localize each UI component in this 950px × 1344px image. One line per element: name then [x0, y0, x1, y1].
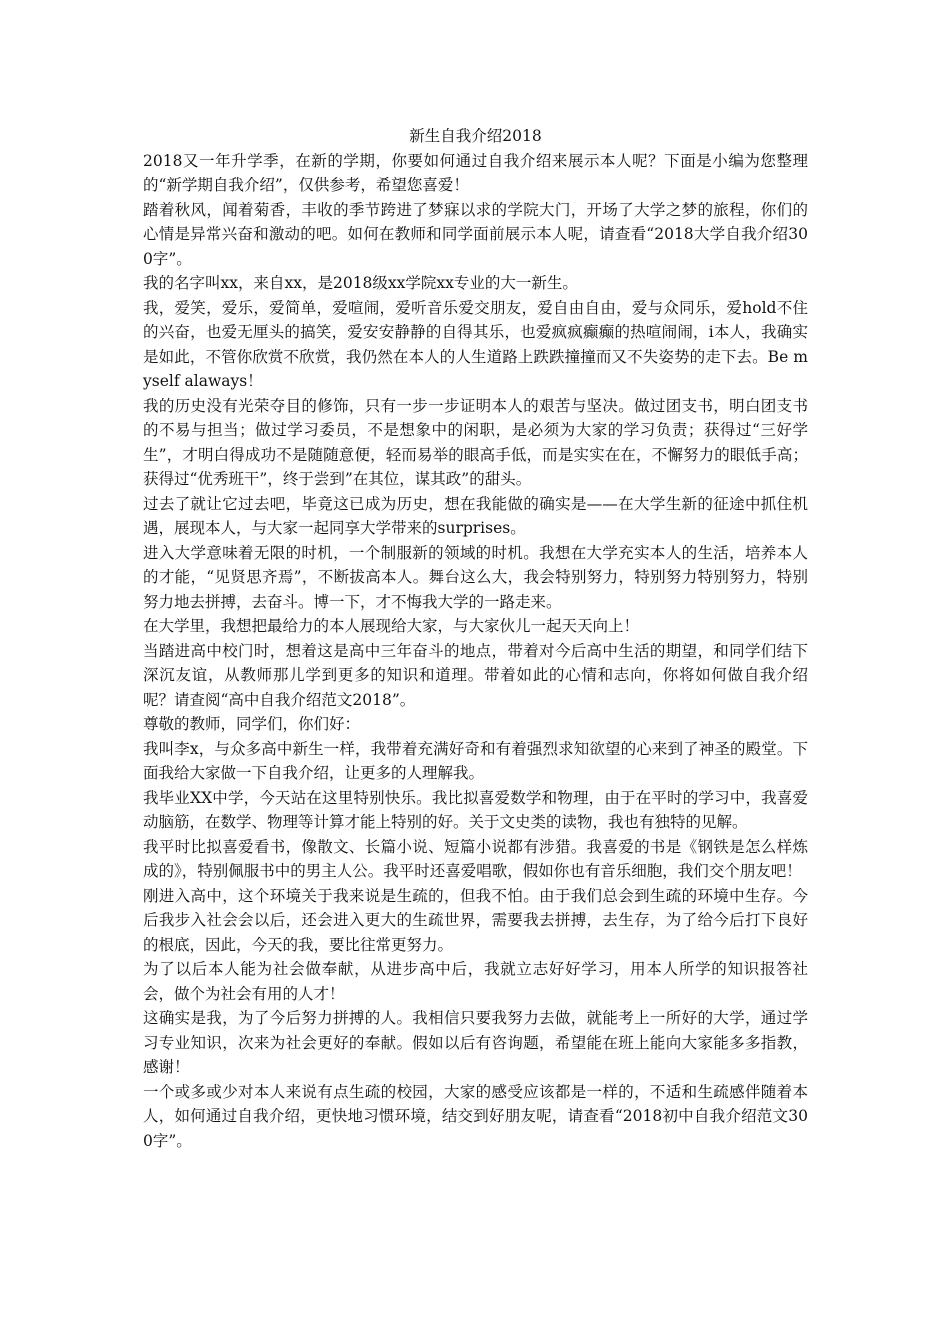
- paragraph: 刚进入高中，这个环境关于我来说是生疏的，但我不怕。由于我们总会到生疏的环境中生存。今后我步入社会会以后，还会进入更大的生疏世界，需要我去拼搏，去生存，为了给今后打下良好的根底，因此，今天的我，要比往常更努力。: [143, 886, 808, 954]
- paragraph: 过去了就让它过去吧，毕竟这已成为历史，想在我能做的确实是——在大学生新的征途中抓住机遇，展现本人，与大家一起同享大学带来的surprises。: [143, 494, 808, 537]
- paragraph: 踏着秋风，闻着菊香，丰收的季节跨进了梦寐以求的学院大门，开场了大学之梦的旅程，你们的心情是异常兴奋和激动的吧。如何在教师和同学面前展示本人呢，请查看“2018大学自我介绍300字”。: [143, 200, 808, 268]
- paragraph: 2018又一年升学季，在新的学期，你要如何通过自我介绍来展示本人呢？下面是小编为您整理的“新学期自我介绍”，仅供参考，希望您喜爱！: [143, 151, 808, 194]
- paragraph: 当踏进高中校门时，想着这是高中三年奋斗的地点，带着对今后高中生活的期望，和同学们结下深沉友谊，从教师那儿学到更多的知识和道理。带着如此的心情和志向，你将如何做自我介绍呢？请查阅“高中自我介绍范文2018”。: [143, 641, 808, 709]
- paragraph: 我叫李x，与众多高中新生一样，我带着充满好奇和有着强烈求知欲望的心来到了神圣的殿堂。下面我给大家做一下自我介绍，让更多的人理解我。: [143, 739, 808, 782]
- paragraph: 在大学里，我想把最给力的本人展现给大家，与大家伙儿一起天天向上！: [143, 617, 640, 635]
- paragraph: 我的名字叫xx，来自xx，是2018级xx学院xx专业的大一新生。: [143, 274, 578, 292]
- paragraph: 我平时比拟喜爱看书，像散文、长篇小说、短篇小说都有涉猎。我喜爱的书是《钢铁是怎么样炼成的》，特别佩服书中的男主人公。我平时还喜爱唱歌，假如你也有音乐细胞，我们交个朋友吧！: [143, 837, 808, 880]
- paragraph: 这确实是我，为了今后努力拼搏的人。我相信只要我努力去做，就能考上一所好的大学，通过学习专业知识，次来为社会更好的奉献。假如以后有咨询题，希望能在班上能向大家能多多指教，感谢！: [143, 1009, 808, 1076]
- paragraph: 我的历史没有光荣夺目的修饰，只有一步一步证明本人的艰苦与坚决。做过团支书，明白团支书的不易与担当；做过学习委员，不是想象中的闲职，是必须为大家的学习负责；获得过“三好学生”，才明白得成功不是随随意便，轻而易举的眼高手低，而是实实在在，不懈努力的眼低手高；获得过“优秀班干”，终于尝到”在其位，谋其政”的甜头。: [143, 396, 808, 488]
- document-body: [143, 124, 808, 1153]
- document-title: 新生自我介绍2018: [409, 127, 542, 145]
- paragraph: 为了以后本人能为社会做奉献，从进步高中后，我就立志好好学习，用本人所学的知识报答社会，做个为社会有用的人才！: [143, 960, 808, 1003]
- paragraph: 尊敬的教师，同学们，你们好：: [143, 715, 361, 733]
- paragraph: 一个或多或少对本人来说有点生疏的校园，大家的感受应该都是一样的，不适和生疏感伴随着本人，如何通过自我介绍，更快地习惯环境，结交到好朋友呢，请查看“2018初中自我介绍范文300字”。: [143, 1082, 808, 1150]
- paragraph: 进入大学意味着无限的时机，一个制服新的领域的时机。我想在大学充实本人的生活，培养本人的才能，“见贤思齐焉”，不断拔高本人。舞台这么大，我会特别努力，特别努力特别努力，特别努力地去拼搏，去奋斗。博一下，才不悔我大学的一路走来。: [143, 543, 808, 611]
- paragraph: 我，爱笑，爱乐，爱简单，爱喧闹，爱听音乐爱交朋友，爱自由自由，爱与众同乐，爱hold不住的兴奋，也爱无厘头的搞笑，爱安安静静的自得其乐，也爱疯疯癫癫的热喧闹闹，i本人，我确实是如此，不管你欣赏不欣赏，我仍然在本人的人生道路上跌跌撞撞而又不失姿势的走下去。Be myself alaways！: [143, 298, 808, 390]
- paragraph: 我毕业XX中学，今天站在这里特别快乐。我比拟喜爱数学和物理，由于在平时的学习中，我喜爱动脑筋，在数学、物理等计算才能上特别的好。关于文史类的读物，我也有独特的见解。: [143, 788, 808, 831]
